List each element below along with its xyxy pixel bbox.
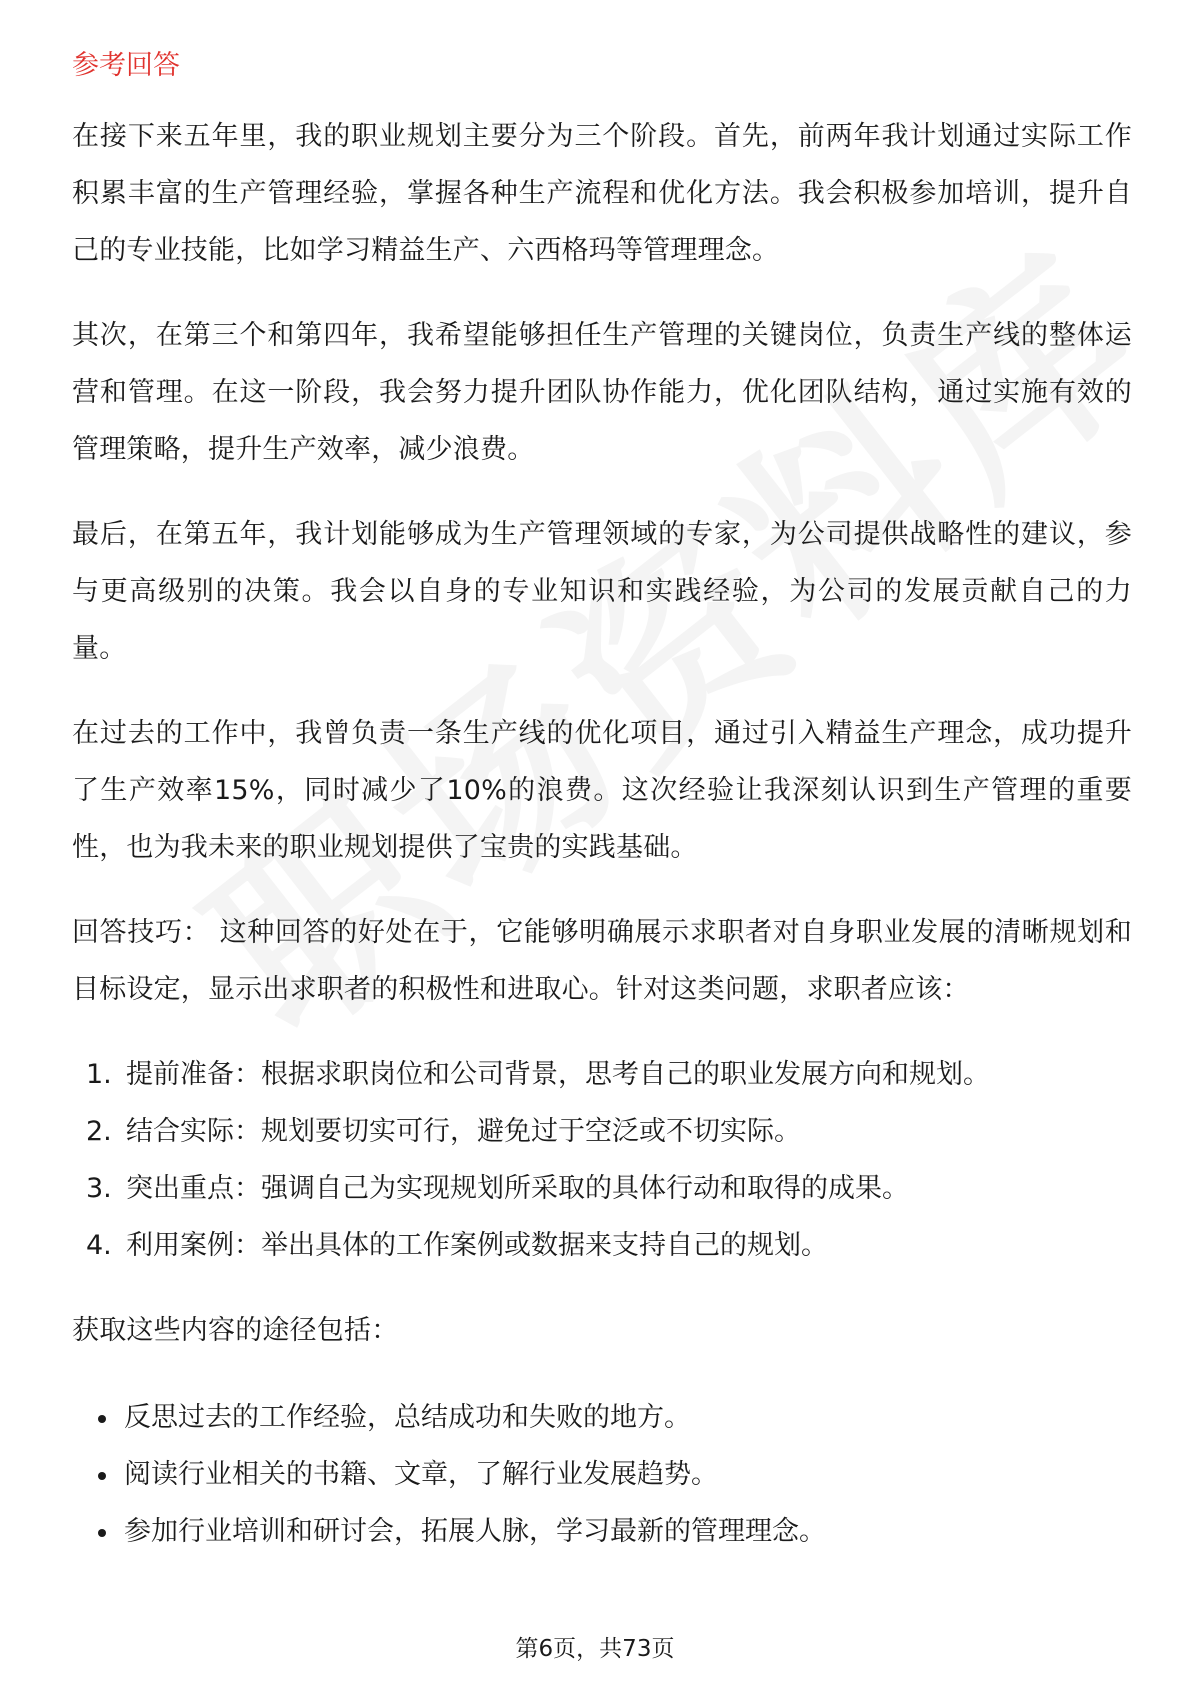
list-item-text: 提前准备：根据求职岗位和公司背景，思考自己的职业发展方向和规划。 xyxy=(126,1059,990,1090)
paragraph-intro: 在接下来五年里，我的职业规划主要分为三个阶段。首先，前两年我计划通过实际工作积累丰富的生产管理经验，掌握各种生产流程和优化方法。我会积极参加培训，提升自己的专业技能，比如学习精益生产、六西格玛等管理理念。 xyxy=(72,121,1132,266)
paragraph-second-stage: 其次，在第三个和第四年，我希望能够担任生产管理的关键岗位，负责生产线的整体运营和管理。在这一阶段，我会努力提升团队协作能力，优化团队结构，通过实施有效的管理策略，提升生产效率，减少浪费。 xyxy=(72,320,1132,465)
list-item-text: 反思过去的工作经验，总结成功和失败的地方。 xyxy=(124,1402,691,1433)
paragraph-final-stage: 最后，在第五年，我计划能够成为生产管理领域的专家，为公司提供战略性的建议，参与更高级别的决策。我会以自身的专业知识和实践经验，为公司的发展贡献自己的力量。 xyxy=(72,519,1132,664)
ways-list xyxy=(72,1389,1132,1560)
list-item xyxy=(86,1046,1132,1103)
list-number: 1. xyxy=(86,1059,112,1090)
list-number: 2. xyxy=(86,1116,112,1147)
paragraph-answer-tips: 回答技巧： 这种回答的好处在于，它能够明确展示求职者对自身职业发展的清晰规划和目标设定，显示出求职者的积极性和进取心。针对这类问题，求职者应该： xyxy=(72,917,1132,1005)
list-item-text: 突出重点：强调自己为实现规划所采取的具体行动和取得的成果。 xyxy=(126,1173,909,1204)
tips-list xyxy=(72,1046,1132,1274)
page-footer: 第6页，共73页 xyxy=(515,1636,675,1662)
bullet-icon xyxy=(98,1503,124,1560)
bullet-icon xyxy=(98,1446,124,1503)
list-item xyxy=(98,1389,1132,1446)
bullet-icon xyxy=(98,1389,124,1446)
list-item-text: 利用案例：举出具体的工作案例或数据来支持自己的规划。 xyxy=(126,1230,828,1261)
list-item xyxy=(98,1446,1132,1503)
list-item xyxy=(98,1503,1132,1560)
list-item xyxy=(86,1160,1132,1217)
section-title: 参考回答 xyxy=(72,50,180,81)
list-number: 3. xyxy=(86,1173,112,1204)
list-item xyxy=(86,1217,1132,1274)
list-item-text: 阅读行业相关的书籍、文章，了解行业发展趋势。 xyxy=(124,1459,718,1490)
paragraph-past-experience: 在过去的工作中，我曾负责一条生产线的优化项目，通过引入精益生产理念，成功提升了生产效率15%，同时减少了10%的浪费。这次经验让我深刻认识到生产管理的重要性，也为我未来的职业规划提供了宝贵的实践基础。 xyxy=(72,718,1132,863)
ways-intro: 获取这些内容的途径包括： xyxy=(72,1315,399,1346)
list-item-text: 结合实际：规划要切实可行，避免过于空泛或不切实际。 xyxy=(126,1116,801,1147)
document-page xyxy=(72,40,1132,1560)
list-number: 4. xyxy=(86,1230,112,1261)
list-item-text: 参加行业培训和研讨会，拓展人脉，学习最新的管理理念。 xyxy=(124,1516,826,1547)
list-item xyxy=(86,1103,1132,1160)
